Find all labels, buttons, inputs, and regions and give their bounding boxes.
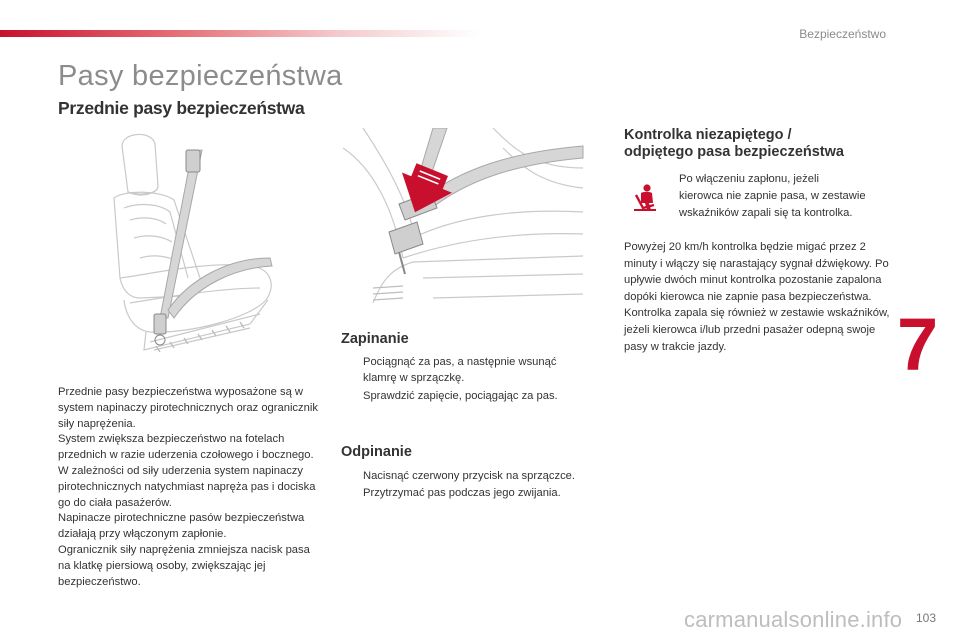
warning-paragraph: Kontrolka zapala się również w zestawie wskaźników, jeżeli kierowca i/lub przedni pasażer odepną swoje pasy w trakcie jazdy.	[624, 307, 890, 353]
intro-paragraph: Przednie pasy bezpieczeństwa wyposażone są w system napinaczy pirotechnicznych oraz ogranicznik siły naprężenia.	[58, 386, 318, 430]
chapter-number: 7	[897, 303, 939, 386]
warning-heading-line: odpiętego pasa bezpieczeństwa	[624, 144, 844, 160]
step-text: Pociągnąć za pas, a następnie wsunąć klamrę w sprzączkę.	[363, 356, 557, 384]
seatbelt-warning-icon	[630, 183, 660, 213]
buckle-illustration	[343, 128, 588, 303]
warning-intro-line: Po włączeniu zapłonu, jeżeli	[679, 173, 819, 185]
fastening-steps	[341, 354, 591, 404]
list-item	[341, 468, 611, 484]
warning-intro	[679, 171, 899, 222]
unfastening-steps	[341, 468, 611, 501]
list-item	[341, 485, 611, 501]
fastening-heading: Zapinanie	[341, 331, 409, 347]
intro-paragraph: System zwiększa bezpieczeństwo na fotelach przednich w razie uderzenia czołowego i bocznego. W zależności od siły uderzenia system napinaczy pirotechnicznych natychmiast napręża pas i dociska go do ciała pasażerów.	[58, 433, 316, 509]
header-accent-bar	[0, 30, 480, 37]
section-name: Bezpieczeństwo	[799, 27, 886, 41]
unfastening-heading: Odpinanie	[341, 444, 412, 460]
warning-paragraph: Powyżej 20 km/h kontrolka będzie migać przez 2 minuty i włączy się narastający sygnał dźwiękowy. Po upływie dwóch minut kontrolka pozostanie zapalona dopóki kierowca nie zapnie pasa bezpieczeństwa.	[624, 241, 889, 303]
warning-body	[624, 239, 894, 355]
intro-text	[58, 385, 323, 590]
intro-paragraph: Napinacze pirotechniczne pasów bezpieczeństwa działają przy włączonym zapłonie.	[58, 512, 305, 541]
warning-heading-line: Kontrolka niezapiętego /	[624, 127, 792, 143]
warning-intro-line: kierowca nie zapnie pasa, w zestawie	[679, 190, 866, 202]
page-subtitle: Przednie pasy bezpieczeństwa	[58, 98, 305, 118]
seat-illustration	[100, 128, 285, 358]
intro-paragraph: Ogranicznik siły naprężenia zmniejsza nacisk pasa na klatkę piersiową osoby, zwiększając jej bezpieczeństwo.	[58, 543, 310, 588]
page-number: 103	[915, 611, 936, 625]
step-text: Przytrzymać pas podczas jego zwijania.	[363, 487, 561, 499]
warning-intro-line: wskaźników zapali się ta kontrolka.	[679, 207, 853, 219]
page-title: Pasy bezpieczeństwa	[58, 60, 343, 92]
step-text: Nacisnąć czerwony przycisk na sprzączce.	[363, 470, 576, 482]
list-item	[341, 354, 591, 386]
list-item	[341, 388, 591, 404]
step-text: Sprawdzić zapięcie, pociągając za pas.	[363, 390, 558, 402]
watermark: carmanualsonline.info	[684, 607, 903, 632]
warning-heading	[624, 127, 904, 161]
